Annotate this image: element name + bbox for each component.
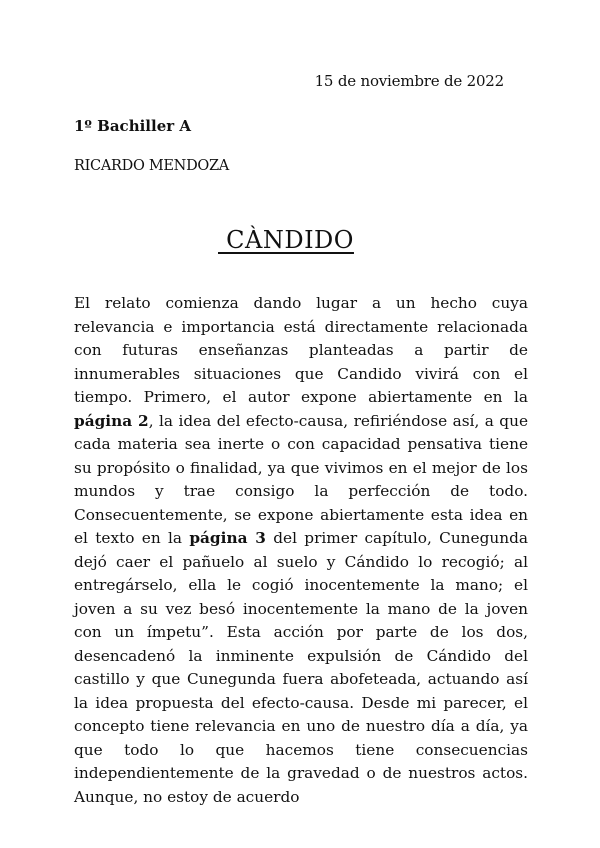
body-text-part-3: del primer capítulo, Cunegunda dejó caer el pañuelo al suelo y Cándido lo recogió; al entregárselo, ella le cogió inocentemente la mano; el joven a su vez besó inocentemente la mano de la joven con un ímpetu”. Esta acción por parte de los dos, desencadenó la inminente expulsión de Cándido del castillo y que Cunegunda fuera abofeteada, actuando así la idea propuesta del efecto-causa. Desde mi parecer, el concepto tiene relevancia en uno de nuestro día a día, ya que todo lo que hacemos tiene consecuencias independientemente de la gravedad o de nuestros actos. Aunque, no estoy de acuerdo (74, 529, 528, 806)
document-title: CÀNDIDO (218, 226, 354, 254)
body-text-part-1: El relato comienza dando lugar a un hecho cuya relevancia e importancia está directamente relacionada con futuras enseñanzas planteadas a partir de innumerables situaciones que Candido vivirá con el tiempo. Primero, el autor expone abiertamente en la (74, 294, 528, 406)
document-date: 15 de noviembre de 2022 (314, 72, 504, 90)
page-reference-2: página 2 (74, 411, 149, 430)
author-name: RICARDO MENDOZA (74, 158, 229, 174)
body-text-part-2: , la idea del efecto-causa, refiriéndose así, a que cada materia sea inerte o con capacidad pensativa tiene su propósito o finalidad, ya que vivimos en el mejor de los mundos y trae consigo la perfección de todo. Consecuentemente, se expone abiertamente esta idea en el texto en la (74, 411, 528, 547)
course-label: 1º Bachiller A (74, 117, 191, 135)
page-reference-3: página 3 (189, 529, 266, 547)
body-paragraph (74, 292, 528, 809)
